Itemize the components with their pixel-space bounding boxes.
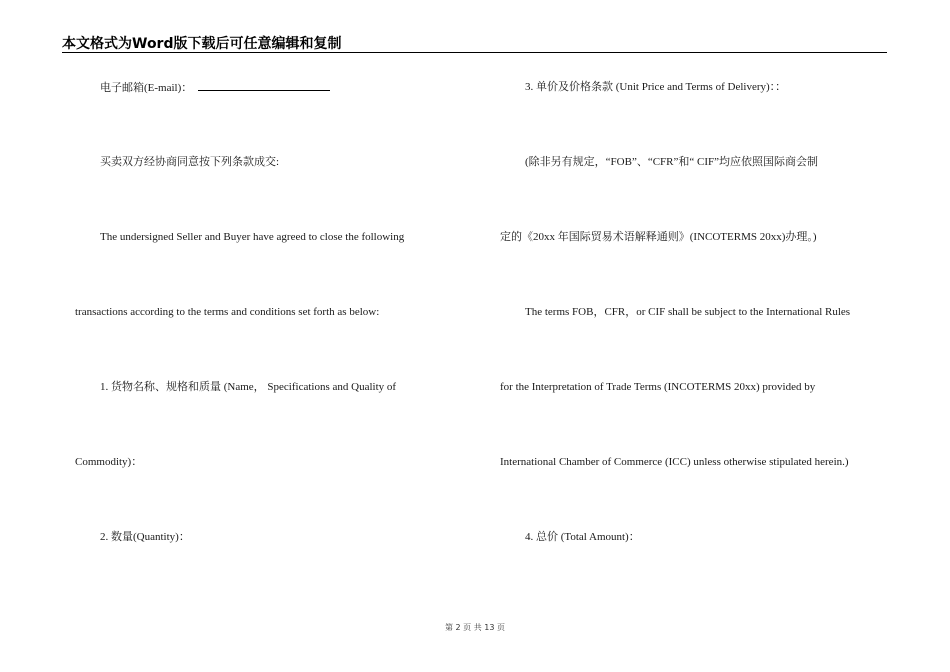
left-paragraph-line: transactions according to the terms and conditions set forth as below:	[75, 306, 380, 318]
email-blank-field	[198, 80, 330, 91]
right-paragraph-line: The terms FOB，CFR，or CIF shall be subject to the International Rules	[525, 306, 851, 318]
right-paragraph-line: 4. 总价 (Total Amount)：	[525, 531, 640, 543]
right-paragraph-line: for the Interpretation of Trade Terms (INCOTERMS 20xx) provided by	[500, 381, 816, 393]
right-paragraph-line: (除非另有规定，“FOB”、“CFR”和“ CIF”均应依照国际商会制	[525, 156, 819, 168]
email-label: 电子邮箱(E-mail)：	[100, 82, 193, 94]
right-paragraph-line: 3. 单价及价格条款 (Unit Price and Terms of Delivery)：：	[525, 81, 787, 93]
email-line	[100, 80, 330, 95]
document-header: 本文格式为Word版下载后可任意编辑和复制	[62, 36, 342, 52]
page-indicator: 第 2 页 共 13 页	[445, 623, 505, 632]
left-paragraph-line: 1. 货物名称、规格和质量 (Name， Specifications and Quality of	[100, 381, 397, 393]
right-paragraph-line: International Chamber of Commerce (ICC) unless otherwise stipulated herein.)	[500, 456, 849, 468]
right-paragraph-line: 定的《20xx 年国际贸易术语解释通则》(INCOTERMS 20xx)办理。)	[500, 231, 817, 243]
left-paragraph-line: The undersigned Seller and Buyer have agreed to close the following	[100, 231, 405, 243]
left-paragraph-line: Commodity)：	[75, 456, 143, 468]
left-paragraph-line: 买卖双方经协商同意按下列条款成交:	[100, 156, 280, 168]
header-rule	[62, 52, 887, 53]
left-paragraph-line: 2. 数量(Quantity)：	[100, 531, 190, 543]
